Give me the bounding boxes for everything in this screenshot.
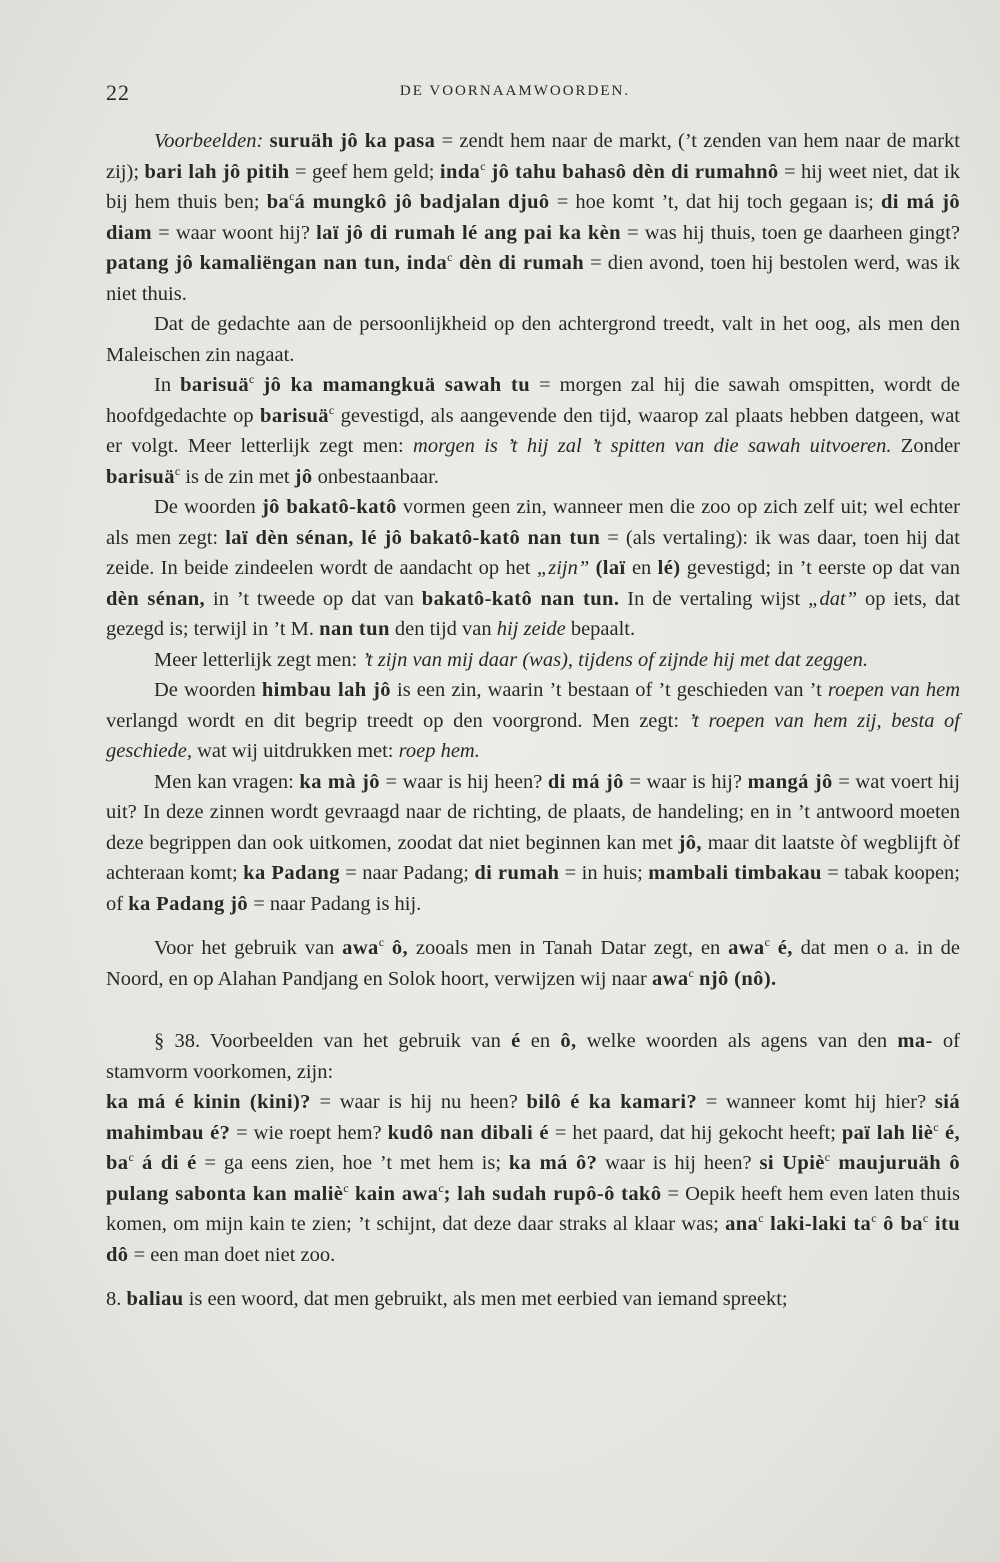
text-run: = waar woont hij?: [152, 221, 317, 244]
malay-term: paï lah liè: [841, 1121, 934, 1144]
superscript-mark: c: [758, 1211, 764, 1225]
text-run: vormen geen zin, wanneer men die zoo op zich zelf uit; wel echter als men zegt:: [106, 496, 960, 549]
superscript-mark: c: [343, 1180, 349, 1195]
superscript-mark: c: [438, 1180, 444, 1195]
text-run: = waar is hij heen?: [379, 770, 548, 793]
text-run: = dien avond, toen hij bestolen werd, was ik niet thuis.: [106, 252, 961, 305]
malay-term: dèn di rumah: [452, 252, 585, 274]
page-body: [106, 126, 960, 1315]
superscript-mark: c: [688, 965, 694, 980]
text-run: verlangd wordt en dit begrip treedt op den voorgrond. Men zegt:: [106, 709, 689, 732]
text-run: dat men o a. in de Noord, en op Alahan Pandjang en Solok hoort, verwijzen wij naar: [106, 937, 961, 990]
malay-term: jô ka mamangkuä sawah tu: [263, 374, 531, 396]
malay-term: ka Padang: [243, 862, 340, 884]
malay-term: (laï: [595, 557, 626, 579]
text-run: = ga eens zien, hoe ’t met hem is;: [196, 1152, 509, 1174]
superscript-mark: c: [871, 1211, 877, 1225]
text-run: maar dit laatste òf wegblijft òf achteraan komt;: [106, 831, 960, 884]
text-run: wat wij uitdrukken met:: [191, 740, 399, 762]
superscript-mark: c: [248, 372, 255, 386]
malay-term: di má jô diam: [106, 191, 960, 244]
superscript-mark: c: [378, 935, 385, 949]
malay-term: é,: [777, 937, 793, 959]
malay-term: laï dèn sénan, lé jô bakatô-katô nan tun: [225, 526, 601, 549]
text-run: Dat de gedachte aan de persoonlijkheid op den achtergrond treedt, valt in het oog, als men den Maleischen zin nagaat.: [106, 313, 960, 366]
text-run: = waar is hij nu heen?: [310, 1091, 527, 1113]
malay-term: siá mahimbau é?: [106, 1091, 961, 1144]
malay-term: mambali timbakau: [648, 862, 822, 884]
text-run: = naar Padang;: [339, 862, 475, 884]
text-run: = was hij thuis, toen ge daarheen gingt?: [620, 221, 960, 244]
malay-term: é, ba: [106, 1121, 960, 1174]
text-run: = zendt hem naar de markt, (’t zenden van hem naar de markt zij);: [106, 130, 961, 183]
text-run: = waar is hij?: [623, 770, 748, 793]
text-run: gevestigd, als aangevende den tijd, waarop zal plaats hebben datgeen, wat er volgt. Meer letterlijk zegt men:: [106, 404, 960, 457]
malay-term: ba: [266, 191, 290, 213]
running-head: DE VOORNAAMWOORDEN.: [399, 83, 631, 99]
italic-text: „zijn”: [536, 557, 590, 579]
paragraph-baliau: [106, 1284, 960, 1315]
text-run: in ’t tweede op dat van: [205, 587, 422, 610]
text-run: Zonder: [891, 435, 960, 457]
malay-term: si Upiè: [759, 1152, 825, 1174]
superscript-mark: c: [128, 1150, 134, 1164]
text-run: [254, 374, 263, 396]
text-run: = een man doet niet zoo.: [128, 1243, 336, 1266]
text-run: onbestaanbaar.: [312, 465, 439, 488]
malay-term: ô ba: [876, 1213, 923, 1235]
text-run: = Oepik heeft hem even laten thuis komen, om mijn kain te zien; ’t schijnt, dat deze daar straks al klaar was;: [106, 1182, 960, 1235]
italic-text: hij zeide: [496, 618, 566, 640]
malay-term: awa: [728, 937, 765, 959]
italic-text: roepen van hem: [827, 679, 960, 701]
malay-term: di rumah: [474, 862, 560, 884]
superscript-mark: c: [480, 158, 486, 173]
malay-term: awa: [651, 967, 689, 990]
text-run: is de zin met: [180, 465, 295, 488]
malay-term: ka má é kinin (kini)?: [106, 1091, 311, 1113]
superscript-mark: c: [824, 1150, 831, 1164]
malay-term: á di é: [133, 1152, 197, 1174]
text-run: [770, 937, 778, 959]
malay-term: di má jô: [547, 770, 624, 793]
superscript-mark: c: [447, 250, 453, 264]
malay-term: barisuä: [260, 404, 329, 427]
italic-text: ’t roepen van hem zij, besta of geschiede,: [106, 709, 960, 762]
text-run: = wie roept hem?: [230, 1121, 388, 1144]
malay-term: nan tun: [319, 618, 390, 640]
malay-term: é: [511, 1030, 521, 1052]
malay-term: á mungkô jô badjalan djuô: [294, 191, 550, 213]
text-run: = hij weet niet, dat ik bij hem thuis ben;: [106, 160, 960, 213]
paragraph-examples38: [106, 1087, 960, 1270]
malay-term: jô bakatô-katô: [261, 496, 397, 518]
malay-term: mangá jô: [747, 770, 833, 793]
text-run: [384, 937, 392, 959]
italic-text: „dat”: [808, 587, 858, 610]
paragraph-voorbeelden: [106, 126, 960, 309]
malay-term: inda: [439, 160, 481, 183]
malay-term: bilô é ka kamari?: [526, 1091, 698, 1113]
superscript-mark: c: [174, 463, 181, 478]
text-run: De woorden: [154, 679, 262, 701]
italic-text: ’t zijn van mij daar (was), tijdens of zijnde hij met dat zeggen.: [362, 648, 868, 671]
page-number: 22: [106, 80, 130, 105]
superscript-mark: c: [764, 935, 770, 949]
text-run: = geef hem geld;: [289, 160, 440, 183]
malay-term: dèn sénan,: [106, 587, 206, 610]
text-run: welke woorden als agens van den: [576, 1030, 898, 1052]
malay-term: kain awa: [348, 1182, 439, 1205]
malay-term: ka mà jô: [299, 770, 380, 793]
malay-term: njô (nô).: [698, 967, 777, 990]
text-run: Meer letterlijk zegt men:: [154, 648, 363, 671]
text-run: gevestigd; in ’t eerste op dat van: [680, 557, 961, 579]
malay-term: kudô nan dibali é: [387, 1121, 549, 1144]
text-run: Voor het gebruik van: [154, 937, 343, 959]
text-run: is een woord, dat men gebruikt, als men met eerbied van iemand spreekt;: [183, 1288, 788, 1310]
malay-term: ana: [725, 1213, 759, 1235]
paragraph-barisua: [106, 370, 960, 492]
superscript-mark: c: [328, 402, 335, 417]
malay-term: patang jô kamaliëngan nan tun, inda: [106, 252, 448, 274]
text-run: den tijd van: [389, 618, 497, 640]
text-run: zooals men in Tanah Datar zegt, en: [408, 937, 729, 959]
text-run: = morgen zal hij die sawah omspitten, wordt de hoofdgedachte op: [106, 374, 961, 427]
paragraph-gedachte: [106, 309, 960, 370]
malay-term: suruäh jô ka pasa: [269, 130, 436, 152]
text-run: = naar Padang is hij.: [248, 892, 422, 915]
paragraph-himbau: [106, 675, 960, 767]
malay-term: laï jô di rumah lé ang pai ka kèn: [316, 221, 621, 244]
text-run: De woorden: [154, 496, 262, 518]
text-run: = in huis;: [559, 862, 649, 884]
malay-term: barisuä: [180, 374, 249, 396]
italic-text: morgen is ’t hij zal ’t spitten van die sawah uitvoeren.: [413, 435, 892, 457]
text-run: = wat voert hij uit? In deze zinnen wordt gevraagd naar de richting, de plaats, de handeling; en in ’t antwoord moeten deze begrippen dan ook uitkomen, zoodat dat niet beginnen kan met: [106, 770, 960, 854]
italic-text: Voorbeelden:: [154, 130, 264, 152]
paragraph-meer-letterlijk: [106, 645, 960, 676]
malay-term: ma-: [897, 1030, 933, 1052]
page-header: [0, 80, 1000, 110]
paragraph-awa: [106, 933, 960, 994]
malay-term: barisuä: [106, 465, 175, 488]
malay-term: himbau lah jô: [261, 679, 391, 701]
paragraph-vragen: [106, 767, 960, 920]
text-run: = tabak koopen; of: [106, 862, 960, 915]
malay-term: baliau: [126, 1288, 184, 1310]
malay-term: maujuruäh ô pulang sabonta kan maliè: [106, 1152, 960, 1205]
malay-term: laki-laki ta: [763, 1213, 872, 1235]
text-run: = wanneer komt hij hier?: [697, 1091, 935, 1113]
malay-term: jô: [294, 465, 313, 488]
malay-term: ka má ô?: [508, 1152, 598, 1174]
superscript-mark: c: [933, 1119, 939, 1134]
paragraph-bakato: [106, 492, 960, 645]
malay-term: ô,: [391, 937, 409, 959]
malay-term: bakatô-katô nan tun.: [421, 587, 620, 610]
text-run: is een zin, waarin ’t bestaan of ’t geschieden van ’t: [390, 679, 828, 701]
text-run: of stamvorm voorkomen, zijn:: [106, 1030, 960, 1083]
text-run: = het paard, dat hij gekocht heeft;: [548, 1121, 842, 1144]
text-run: In de vertaling wijst: [619, 587, 809, 610]
paragraph-par38: [106, 1026, 960, 1087]
text-run: In: [154, 374, 181, 396]
malay-term: bari lah jô pitih: [144, 160, 290, 183]
text-run: en: [625, 557, 658, 579]
text-run: bepaalt.: [565, 618, 636, 640]
text-run: en: [520, 1030, 561, 1052]
text-run: op iets, dat gezegd is; terwijl in ’t M.: [106, 587, 961, 640]
malay-term: ô,: [560, 1030, 577, 1052]
malay-term: ; lah sudah rupô-ô takô: [443, 1182, 662, 1205]
malay-term: ka Padang jô: [128, 892, 249, 915]
text-run: 8.: [106, 1288, 127, 1310]
text-run: = hoe komt ’t, dat hij toch gegaan is;: [549, 191, 881, 213]
malay-term: itu dô: [106, 1213, 960, 1266]
malay-term: jô,: [678, 831, 702, 854]
text-run: waar is hij heen?: [597, 1152, 760, 1174]
malay-term: lé): [657, 557, 681, 579]
italic-text: roep hem.: [398, 740, 480, 762]
superscript-mark: c: [289, 189, 295, 203]
superscript-mark: c: [922, 1211, 929, 1225]
text-run: = (als vertaling): ik was daar, toen hij dat zeide. In beide zindeelen wordt de aandacht op het: [106, 526, 960, 579]
text-run: Men kan vragen:: [154, 770, 300, 793]
malay-term: jô tahu bahasô dèn di rumahnô: [485, 160, 779, 183]
malay-term: awa: [342, 937, 379, 959]
text-run: § 38. Voorbeelden van het gebruik van: [154, 1030, 512, 1052]
